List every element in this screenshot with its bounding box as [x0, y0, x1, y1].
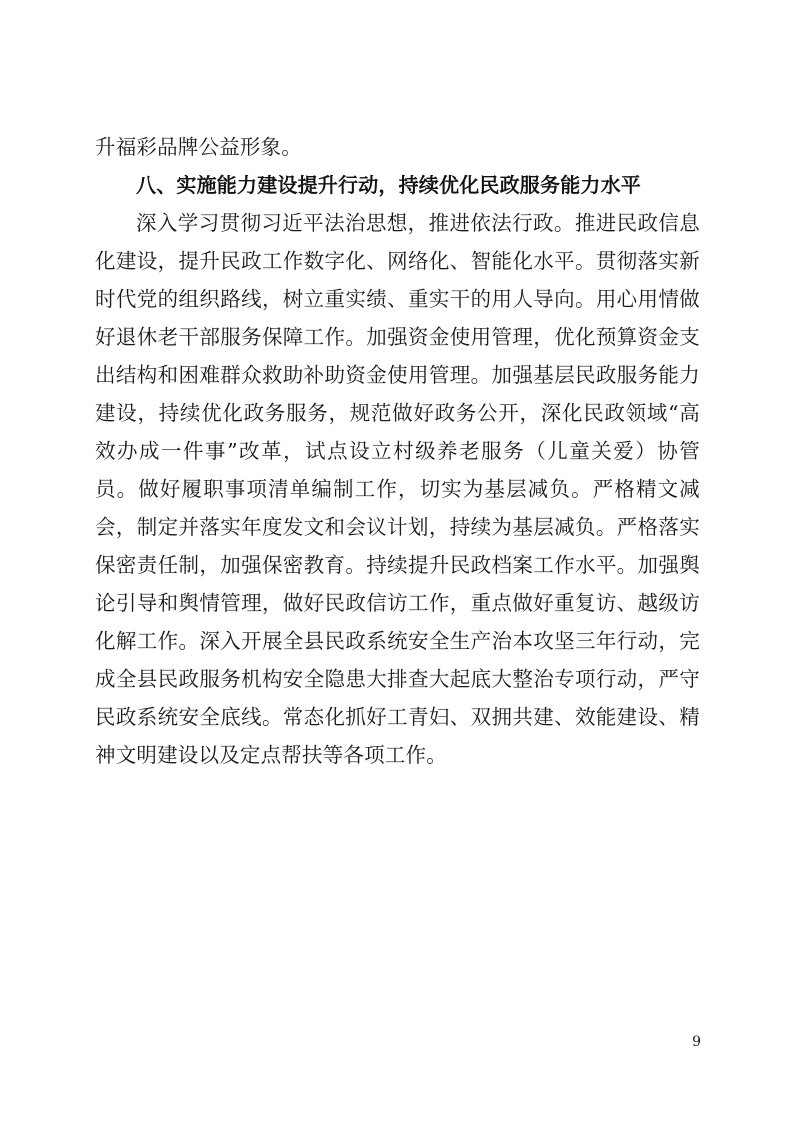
- page-number: 9: [692, 1034, 701, 1050]
- paragraph-carryover: 升福彩品牌公益形象。: [95, 135, 302, 159]
- section-heading-eight: 八、实施能力建设提升行动，持续优化民政服务能力水平: [136, 173, 641, 197]
- paragraph-section-eight-body: 深入学习贯彻习近平法治思想，推进依法行政。推进民政信息化建设，提升民政工作数字化、网络化、智能化水平。贯彻落实新时代党的组织路线，树立重实绩、重实干的用人导向。用心用情做好退休老干部服务保障工作。加强资金使用管理，优化预算资金支出结构和困难群众救助补助资金使用管理。加强基层民政服务能力建设，持续优化政务服务，规范做好政务公开，深化民政领域“高效办成一件事”改革，试点设立村级养老服务（儿童关爱）协管员。做好履职事项清单编制工作，切实为基层减负。严格精文减会，制定并落实年度发文和会议计划，持续为基层减负。严格落实保密责任制，加强保密教育。持续提升民政档案工作水平。加强舆论引导和舆情管理，做好民政信访工作，重点做好重复访、越级访化解工作。深入开展全县民政系统安全生产治本攻坚三年行动，完成全县民政服务机构安全隐患大排查大起底大整治专项行动，严守民政系统安全底线。常态化抓好工青妇、双拥共建、效能建设、精神文明建设以及定点帮扶等各项工作。: [95, 211, 700, 767]
- page-content: [95, 128, 700, 774]
